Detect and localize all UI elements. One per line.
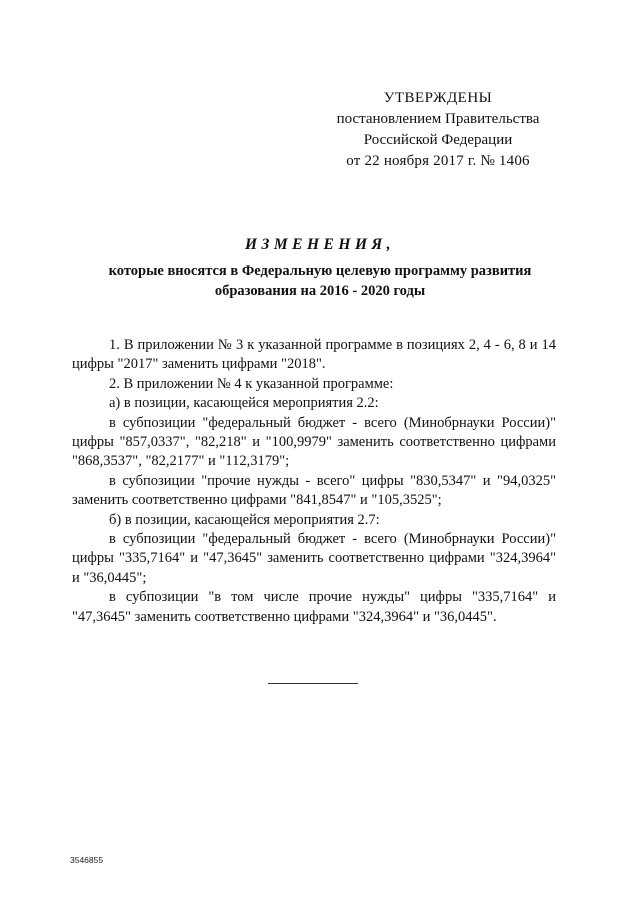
- approval-date-number: от 22 ноября 2017 г. № 1406: [346, 153, 530, 169]
- closing-rule: [268, 683, 358, 684]
- paragraph-2b: б) в позиции, касающейся мероприятия 2.7:: [109, 511, 380, 528]
- paragraph-2b-subposition-other: в субпозиции "в том числе прочие нужды" цифры "335,7164" и "47,3645" заменить соответственно цифрами "324,3964" и "36,0445".: [72, 589, 556, 625]
- approval-heading: УТВЕРЖДЕНЫ: [383, 90, 493, 106]
- approval-line-federation: Российской Федерации: [363, 132, 513, 148]
- paragraph-2a: а) в позиции, касающейся мероприятия 2.2:: [109, 395, 379, 412]
- approval-stamp: [318, 88, 558, 172]
- approval-line-government: постановлением Правительства: [336, 111, 540, 127]
- subtitle-line-1: которые вносятся в Федеральную целевую программу развития: [108, 263, 532, 279]
- paragraph-2b-subposition-budget: в субпозиции "федеральный бюджет - всего (Минобрнауки России)" цифры "335,7164" и "47,3645" заменить соответственно цифрами "324,3964" и "36,0445";: [72, 531, 556, 586]
- document-title: ИЗМЕНЕНИЯ,: [244, 236, 396, 253]
- paragraph-2a-subposition-budget: в субпозиции "федеральный бюджет - всего (Минобрнауки России)" цифры "857,0337", "82,218" и "100,9979" заменить соответственно цифрами "868,3537", "82,2177" и "112,3179";: [72, 414, 556, 470]
- paragraph-2a-subposition-other: в субпозиции "прочие нужды - всего" цифры "830,5347" и "94,0325" заменить соответственно цифрами "841,8547" и "105,3525";: [72, 472, 556, 509]
- subtitle-line-2: образования на 2016 - 2020 годы: [214, 283, 426, 299]
- paragraph-1: 1. В приложении № 3 к указанной программе в позициях 2, 4 - 6, 8 и 14 цифры "2017" заменить цифрами "2018".: [72, 337, 556, 373]
- document-body: [72, 336, 556, 627]
- paragraph-2: 2. В приложении № 4 к указанной программе:: [109, 375, 394, 392]
- document-subtitle: [70, 261, 570, 301]
- document-code: 3546855: [70, 855, 104, 865]
